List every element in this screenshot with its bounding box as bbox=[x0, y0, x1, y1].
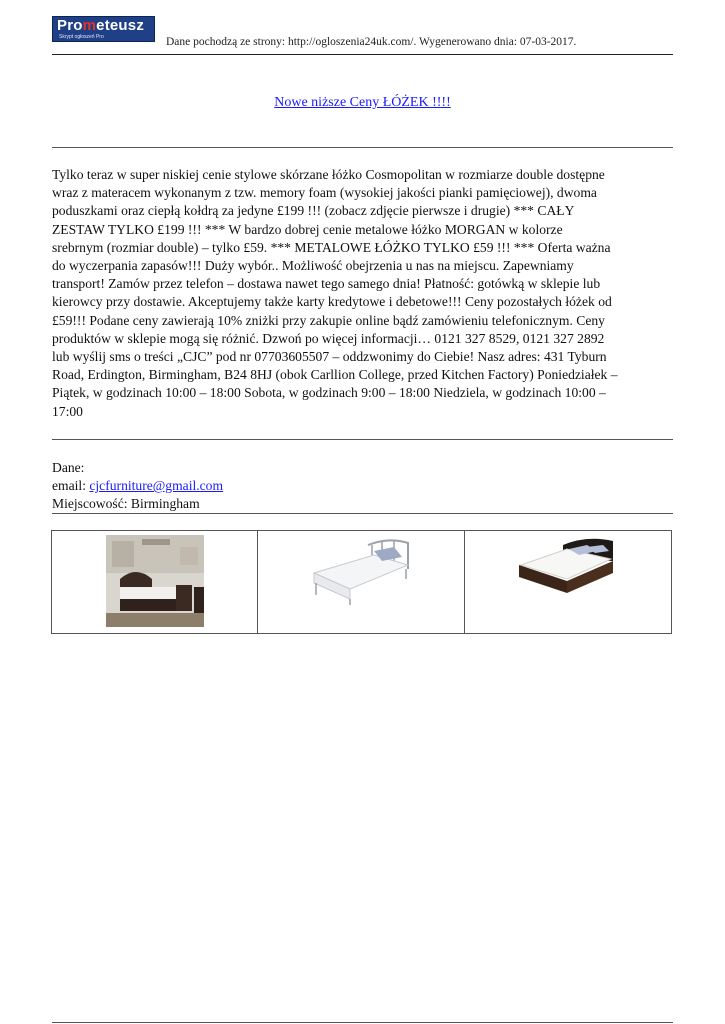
description-line: £59!!! Podane ceny zawierają 10% zniżki przy zakupie online bądź zamówieniu telefonicznym. Ceny bbox=[52, 312, 605, 328]
footer-divider bbox=[52, 1022, 673, 1023]
metal-bed-photo bbox=[310, 535, 414, 607]
divider bbox=[52, 513, 673, 514]
description-line: produktów w sklepie mogą się różnić. Dzwoń po więcej informacji… 0121 327 8529, 0121 327 2892 bbox=[52, 330, 605, 346]
logo-tagline: Skrypt ogłoszeń Pro bbox=[59, 34, 104, 40]
contact-block bbox=[52, 459, 223, 514]
contact-heading: Dane: bbox=[52, 460, 85, 475]
source-info: Dane pochodzą ze strony: http://ogloszenia24uk.com/. Wygenerowano dnia: 07-03-2017. bbox=[166, 36, 577, 48]
gallery-cell[interactable] bbox=[51, 530, 258, 634]
ad-description bbox=[52, 166, 673, 421]
description-line: poduszkami oraz ciepłą kołdrą za jedyne £199 !!! (zobacz zdjęcie pierwsze i drugie) *** CAŁY bbox=[52, 203, 575, 219]
gallery-cell[interactable] bbox=[465, 530, 672, 634]
divider bbox=[52, 439, 673, 440]
description-line: lub wyślij sms o treści „CJC” pod nr 07703605507 – oddzwonimy do Ciebie! Nasz adres: 431 Tyburn bbox=[52, 349, 607, 365]
description-line: Road, Erdington, Birmingham, B24 8HJ (obok Carllion College, przed Kitchen Factory) Poniedziałek – bbox=[52, 367, 618, 383]
contact-city-row bbox=[52, 495, 223, 513]
email-label: email: bbox=[52, 478, 90, 494]
description-line: wraz z materacem wykonanym z tzw. memory foam (wysokiej jakości pianki pamięciowej), dwoma bbox=[52, 185, 597, 201]
image-gallery bbox=[51, 530, 673, 634]
city-label: Miejscowość: bbox=[52, 496, 131, 512]
description-line: do wyczerpania zapasów!!! Duży wybór.. Możliwość obejrzenia u nas na miejscu. Zapewniamy bbox=[52, 258, 574, 274]
gallery-cell[interactable] bbox=[258, 530, 465, 634]
description-line: transport! Zamów przez telefon – dostawa nawet tego samego dnia! Płatność: gotówką w sklepie lub bbox=[52, 276, 601, 292]
divider bbox=[52, 147, 673, 148]
contact-email-row bbox=[52, 477, 223, 495]
city-value: Birmingham bbox=[130, 496, 200, 512]
description-line: Tylko teraz w super niskiej cenie stylowe skórzane łóżko Cosmopolitan w rozmiarze double dostępne bbox=[52, 167, 605, 182]
bed-room-photo bbox=[106, 535, 204, 627]
description-line: ZESTAW TYLKO £199 !!! *** W bardzo dobrej cenie metalowe łóżko MORGAN w kolorze bbox=[52, 221, 563, 237]
page-header bbox=[52, 16, 673, 55]
prometeusz-logo bbox=[52, 16, 155, 42]
email-link[interactable]: cjcfurniture@gmail.com bbox=[89, 478, 224, 494]
logo-wordmark: Prometeusz bbox=[57, 17, 145, 34]
description-line: kierowcy przy dostawie. Akceptujemy także karty kredytowe i debetowe!!! Ceny pozostałych łóżek od bbox=[52, 294, 612, 310]
leather-bed-photo bbox=[517, 535, 617, 599]
description-line: 17:00 bbox=[52, 403, 83, 419]
description-line: srebrnym (rozmiar double) – tylko £59. *** METALOWE ŁÓŻKO TYLKO £59 !!! *** Oferta ważna bbox=[52, 239, 611, 255]
ad-title-link[interactable]: Nowe niższe Ceny ŁÓŻEK !!!! bbox=[274, 95, 451, 110]
description-line: Piątek, w godzinach 10:00 – 18:00 Sobota, w godzinach 9:00 – 18:00 Niedziela, w godzinach 10:00 – bbox=[52, 385, 606, 401]
